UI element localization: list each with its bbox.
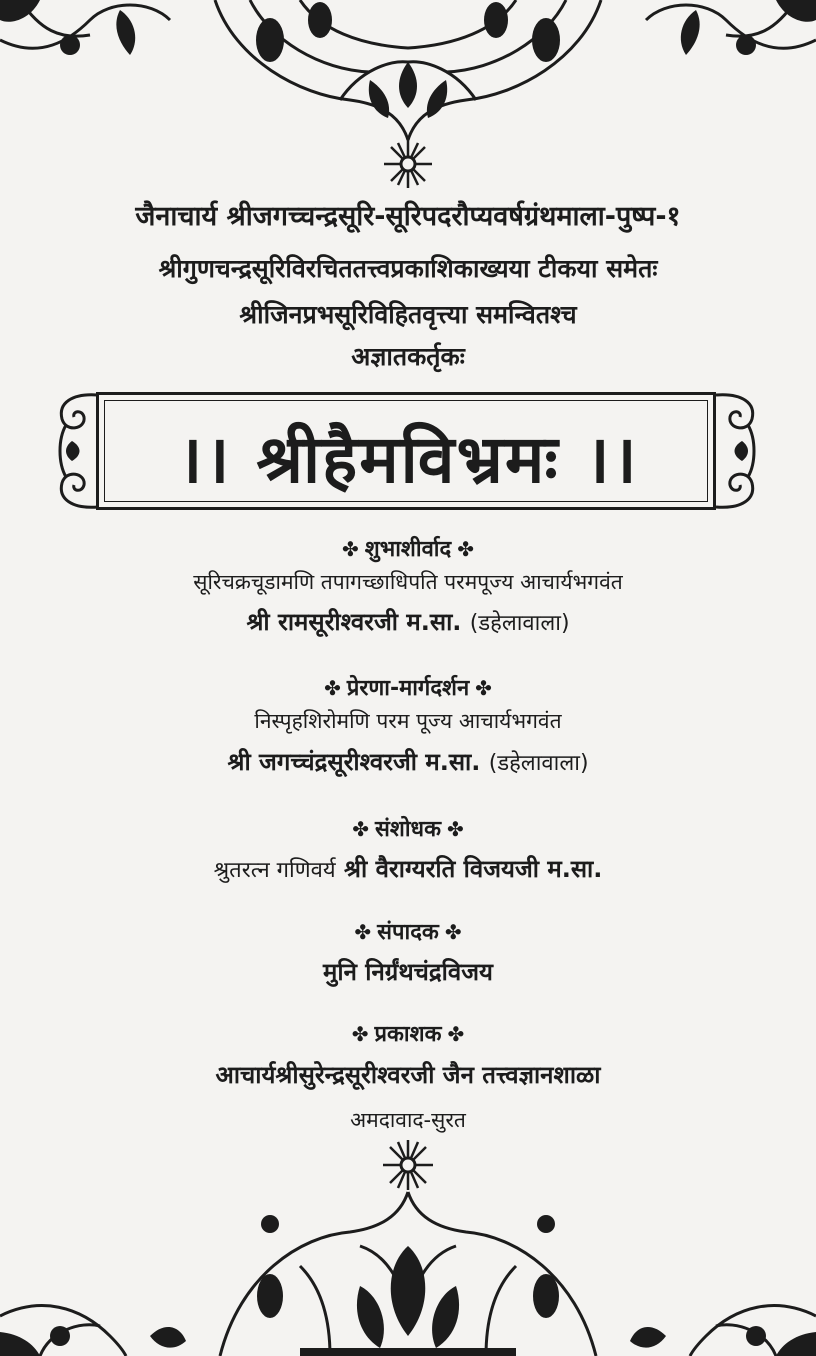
researcher-prefix: श्रुतरत्न गणिवर्य [213,858,336,883]
flower-icon: ✤ [324,676,341,700]
editor-name: मुनि निर्ग्रंथचंद्रविजय [323,958,493,986]
researcher-name: श्री वैराग्यरति विजयजी म.सा. [344,855,603,883]
publisher-name: आचार्यश्रीसुरेन्द्रसूरीश्वरजी जैन तत्त्वज्ञानशाळा [215,1061,601,1089]
flower-icon: ✤ [352,817,370,841]
heading-text: संशोधक [375,817,441,842]
author-line: अज्ञातकर्तृकः [351,342,465,371]
top-floral-ornament-icon [0,0,816,190]
inspiration-name-line [0,745,816,778]
bottom-floral-ornament-icon [0,1136,816,1356]
heading-text: प्रेरणा-मार्गदर्शन [346,676,470,701]
section-heading-inspiration [0,672,816,702]
flower-icon: ✤ [351,1022,369,1046]
section-heading-publisher [0,1018,816,1048]
commentary-line: श्रीगुणचन्द्रसूरिविरचिततत्त्वप्रकाशिकाख्यया टीकया समेतः [158,254,658,283]
book-title: ।। श्रीहैमविभ्रमः ।। [177,421,639,498]
researcher-line [0,852,816,885]
flower-icon: ✤ [342,537,359,561]
publisher-place: अमदावाद-सुरत [350,1108,466,1132]
vritti-line: श्रीजिनप्रभसूरिविहितवृत्त्या समन्वितश्च [239,300,577,329]
section-heading-researcher [0,813,816,843]
series-line: जैनाचार्य श्रीजगच्चन्द्रसूरि-सूरिपदरौप्यवर्षग्रंथमाला-पुष्प-१ [135,201,681,232]
flower-icon: ✤ [354,920,372,944]
flower-icon: ✤ [475,676,492,700]
flower-icon: ✤ [457,537,474,561]
heading-text: संपादक [377,920,439,945]
flower-icon: ✤ [447,1022,465,1046]
blessing-name-line [0,605,816,638]
section-heading-blessing [0,533,816,563]
inspiration-note: (डहेलावाला) [488,751,589,776]
heading-text: प्रकाशक [374,1022,442,1047]
blessing-subtitle: सूरिचक्रचूडामणि तपागच्छाधिपति परमपूज्य आचार्यभगवंत [193,570,623,594]
section-heading-editor [0,916,816,946]
inspiration-subtitle: निस्पृहशिरोमणि परम पूज्य आचार्यभगवंत [254,709,562,733]
flower-icon: ✤ [444,920,462,944]
blessing-name: श्री रामसूरीश्वरजी म.सा. [246,608,462,636]
heading-text: शुभाशीर्वाद [364,537,452,562]
inspiration-name: श्री जगच्चंद्रसूरीश्वरजी म.सा. [227,748,481,776]
flower-icon: ✤ [446,817,464,841]
blessing-note: (डहेलावाला) [469,611,570,636]
